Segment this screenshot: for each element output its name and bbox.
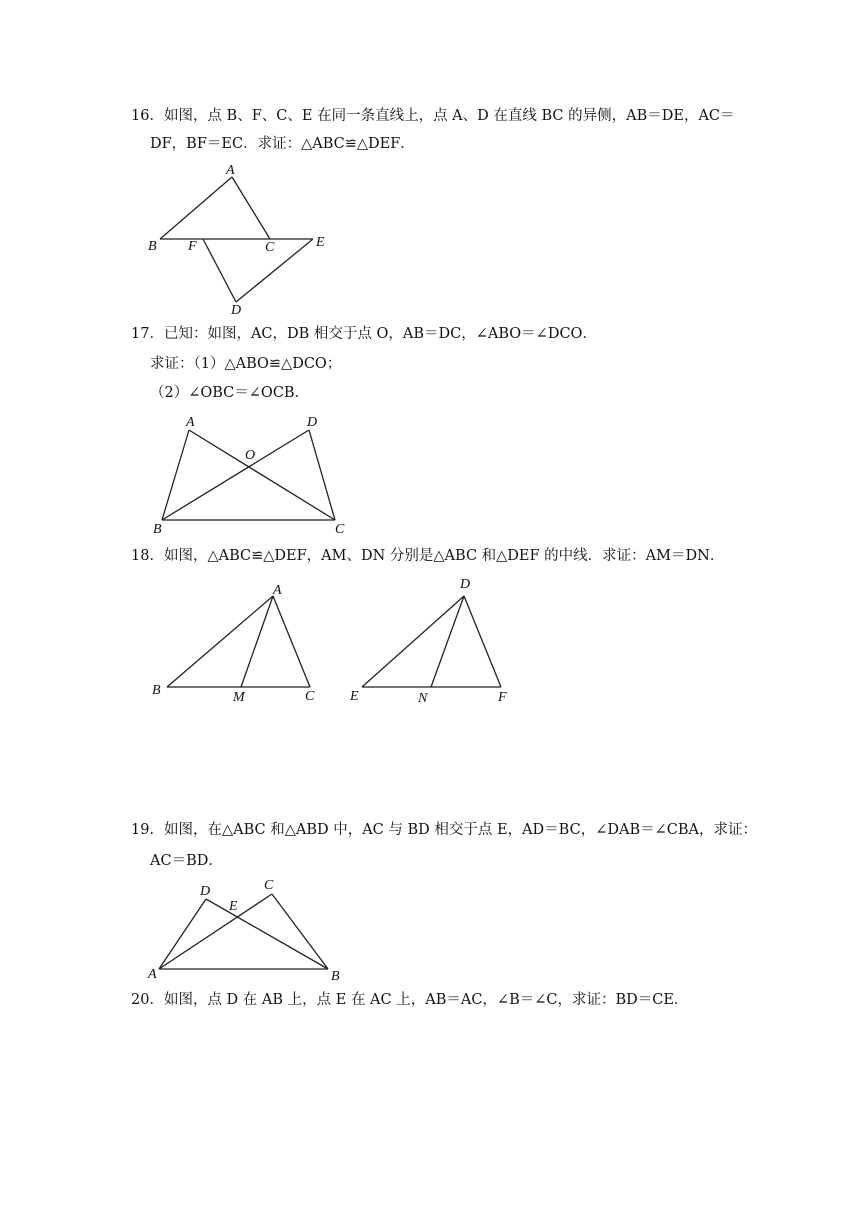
p18-diagram-abc [145, 576, 325, 706]
p16-segment-ab [160, 177, 232, 239]
p18-segment-df [464, 596, 501, 687]
p16-label-b: B [148, 239, 157, 254]
p19-segment-db [206, 899, 328, 969]
p18-text-line1: 18．如图，△ABC≌△DEF，AM、DN 分别是△ABC 和△DEF 的中线．求证：AM＝DN． [131, 548, 725, 564]
p19-label-a: A [148, 967, 157, 982]
p18-figure-def [345, 572, 525, 706]
p17-segment-db [162, 430, 309, 520]
p18-label-b: B [152, 683, 161, 698]
p17-figure [145, 410, 365, 540]
p16-text-line1: 16．如图，点 B、F、C、E 在同一条直线上，点 A、D 在直线 BC 的异侧，AB＝DE，AC＝ [131, 108, 735, 124]
p17-text-line1: 17．已知：如图，AC，DB 相交于点 O，AB＝DC，∠ABO＝∠DCO． [131, 326, 597, 342]
p18-label-n: N [418, 691, 428, 706]
p16-segment-ac [232, 177, 270, 239]
p19-diagram [145, 872, 355, 984]
p17-diagram [145, 410, 365, 540]
p17-label-b: B [153, 522, 162, 537]
p18-segment-dn [431, 596, 464, 687]
p18-figure-abc [145, 576, 325, 706]
p16-segment-fd [203, 239, 236, 302]
p17-label-c: C [335, 522, 345, 537]
p18-label-m: M [233, 690, 245, 705]
p16-label-d: D [231, 303, 242, 318]
p19-segment-ad [159, 899, 206, 969]
p16-segment-de [236, 239, 313, 302]
p19-segment-ac [159, 894, 272, 969]
p19-label-c: C [264, 878, 274, 893]
p18-segment-ed [362, 596, 464, 687]
p18-segment-ac [273, 596, 310, 687]
p18-label-f: F [498, 690, 507, 705]
p18-label-d: D [460, 577, 471, 592]
p17-text-line2: 求证：（1）△ABO≌△DCO； [150, 356, 342, 372]
p17-label-o: O [245, 448, 256, 463]
p17-label-a: A [186, 415, 195, 430]
p18-diagram-def [345, 572, 525, 706]
p16-text-line2: DF，BF＝EC．求证：△ABC≌△DEF． [150, 136, 415, 152]
p19-text-line1: 19．如图，在△ABC 和△ABD 中，AC 与 BD 相交于点 E，AD＝BC，∠DAB＝∠CBA，求证： [131, 822, 757, 838]
p19-label-d: D [200, 884, 211, 899]
p16-label-a: A [226, 163, 235, 178]
p16-diagram [140, 160, 340, 320]
p16-label-c: C [265, 240, 275, 255]
p17-label-d: D [307, 415, 318, 430]
p19-label-b: B [331, 969, 340, 984]
p18-label-a: A [273, 583, 282, 598]
p16-label-f: F [188, 239, 197, 254]
p16-label-e: E [316, 235, 325, 250]
p19-label-e: E [229, 899, 238, 914]
p18-label-e: E [350, 689, 359, 704]
p20-text-line1: 20．如图，点 D 在 AB 上，点 E 在 AC 上，AB＝AC，∠B＝∠C，求证：BD＝CE． [131, 992, 689, 1008]
p19-text-line2: AC＝BD． [150, 853, 223, 869]
p18-label-c: C [305, 689, 315, 704]
p19-figure [145, 872, 355, 984]
p19-segment-cb [272, 894, 328, 969]
p17-text-line3: （2）∠OBC＝∠OCB． [150, 385, 310, 401]
p16-figure [140, 160, 340, 320]
